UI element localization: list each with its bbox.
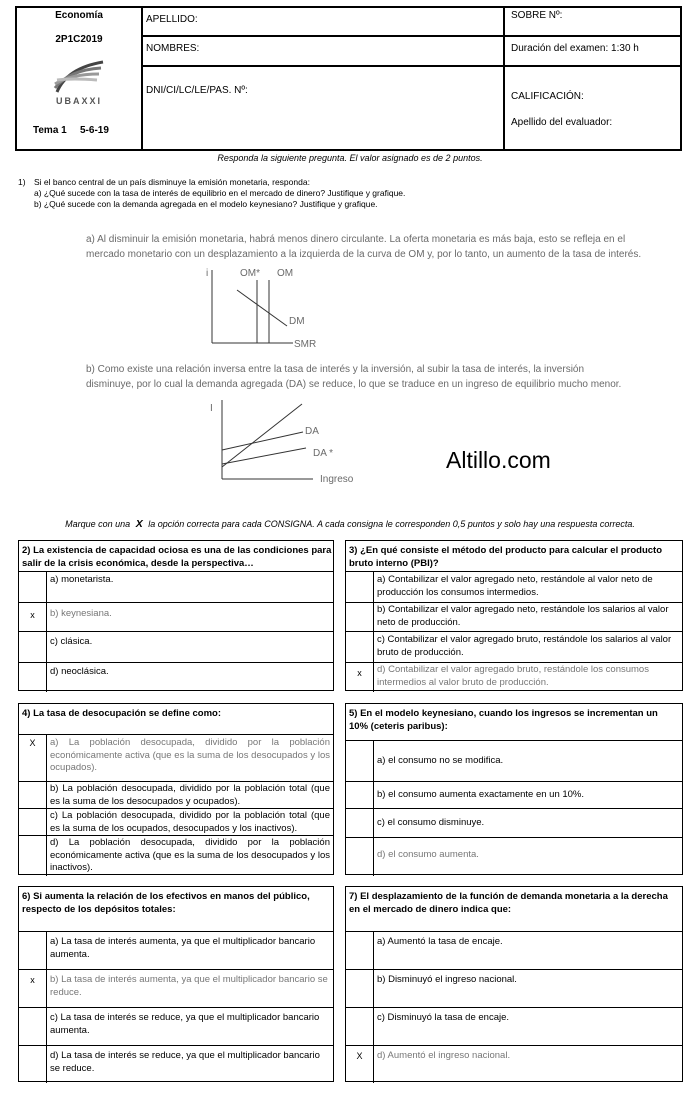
- q2-mark-b: x: [30, 610, 35, 620]
- instruction-2: [0, 518, 700, 530]
- q4-option-d[interactable]: [19, 835, 333, 874]
- graph1-om-label: OM: [277, 268, 294, 279]
- q4-option-c[interactable]: [19, 808, 333, 835]
- dni-field[interactable]: DNI/CI/LC/LE/PAS. Nº:: [146, 85, 248, 96]
- q7-title: 7) El desplazamiento de la función de demanda monetaria a la derecha en el mercado de dinero indica que:: [349, 891, 668, 915]
- q4-option-a-text: a) La población desocupada, dividido por la población económicamente activa (que es la suma de los desocupados y los ocupados).: [50, 737, 330, 773]
- q4-option-b[interactable]: [19, 781, 333, 808]
- logo-text: UBAXXI: [55, 96, 102, 106]
- graph1-y-label: i: [206, 268, 209, 279]
- exam-date: 5-6-19: [80, 125, 109, 136]
- q3-option-b-text: b) Contabilizar el valor agregado neto, restándole los salarios al valor neto de producción.: [377, 604, 669, 628]
- instruction-2-post: la opción correcta para cada CONSIGNA. A cada consigna le corresponden 0,5 puntos y solo hay una respuesta correcta.: [148, 519, 635, 529]
- q3-table: [345, 540, 683, 691]
- graph1-om-star-label: OM*: [240, 268, 260, 279]
- q5-option-d[interactable]: [346, 837, 682, 874]
- q1-text: Si el banco central de un país disminuye la emisión monetaria, responda:: [34, 177, 310, 187]
- q5-table: [345, 703, 683, 875]
- q2-option-b[interactable]: [19, 602, 333, 631]
- q5-option-c[interactable]: [346, 808, 682, 837]
- header-left-cell: [17, 8, 143, 149]
- q1-part-a: a) ¿Qué sucede con la tasa de interés de equilibrio en el mercado de dinero? Justifique y grafique.: [34, 188, 406, 198]
- instruction-1: Responda la siguiente pregunta. El valor asignado es de 2 puntos.: [217, 153, 483, 163]
- graph1-x-label: SMR: [294, 339, 317, 350]
- evaluador-field[interactable]: Apellido del evaluador:: [511, 117, 613, 128]
- course-code: 2P1C2019: [55, 34, 103, 45]
- q4-title: 4) La tasa de desocupación se define como:: [22, 708, 222, 719]
- q6-option-c-text: c) La tasa de interés se reduce, ya que el multiplicador bancario aumenta.: [50, 1012, 320, 1036]
- q7-option-a[interactable]: [346, 931, 682, 969]
- q3-option-a[interactable]: [346, 571, 682, 602]
- q5-option-a-text: a) el consumo no se modifica.: [377, 755, 504, 766]
- q7-option-b[interactable]: [346, 969, 682, 1007]
- q3-option-d[interactable]: [346, 662, 682, 690]
- calificacion-field[interactable]: CALIFICACIÓN:: [511, 91, 584, 102]
- q4-option-c-text: c) La población desocupada, dividido por la población total (que es la suma de los ocupados, desocupados y los inactivos).: [50, 810, 330, 834]
- q7-option-c-text: c) Disminuyó la tasa de encaje.: [377, 1012, 510, 1023]
- q6-option-d[interactable]: [19, 1045, 333, 1081]
- graph2-da-star-label: DA *: [313, 448, 334, 459]
- q4-table: [18, 703, 334, 875]
- q5-option-c-text: c) el consumo disminuye.: [377, 817, 485, 828]
- q5-option-b-text: b) el consumo aumenta exactamente en un 10%.: [377, 789, 585, 800]
- q7-table: [345, 886, 683, 1082]
- graph2-x-label: Ingreso: [320, 474, 354, 485]
- q7-option-a-text: a) Aumentó la tasa de encaje.: [377, 936, 503, 947]
- answer-b-line1: b) Como existe una relación inversa entre la tasa de interés y la inversión, al subir la tasa de interés, la inversión: [86, 364, 585, 375]
- exam-header: [15, 6, 682, 151]
- q3-option-c-text: c) Contabilizar el valor agregado bruto, restándole los salarios al valor bruto de producción.: [377, 634, 672, 658]
- q2-option-c-text: c) clásica.: [50, 636, 93, 647]
- q7-option-d[interactable]: [346, 1045, 682, 1081]
- answer-a-line2: mercado monetario con un desplazamiento a la izquierda de la curva de OM y, por lo tanto, un aumento de la tasa de interés.: [86, 249, 642, 260]
- q7-option-c[interactable]: [346, 1007, 682, 1045]
- duration: Duración del examen: 1:30 h: [511, 43, 639, 54]
- q3-mark-d: x: [357, 668, 362, 678]
- q2-option-d[interactable]: [19, 662, 333, 690]
- q3-option-a-text: a) Contabilizar el valor agregado neto, restándole al valor neto de producción los consumos intermedios.: [377, 574, 653, 598]
- q2-option-a-text: a) monetarista.: [50, 574, 114, 585]
- q4-mark-a: X: [29, 738, 36, 748]
- q6-title: 6) Si aumenta la relación de los efectivos en manos del público, respecto de los depósitos totales:: [22, 891, 310, 915]
- q6-table: [18, 886, 334, 1082]
- apellido-field[interactable]: APELLIDO:: [146, 14, 198, 25]
- q7-option-d-text: d) Aumentó el ingreso nacional.: [377, 1050, 511, 1061]
- q2-option-a[interactable]: [19, 571, 333, 602]
- q2-option-c[interactable]: [19, 631, 333, 662]
- q6-option-b[interactable]: [19, 969, 333, 1007]
- subject: Economía: [55, 10, 103, 21]
- ubaxxi-logo: [47, 58, 107, 94]
- q7-option-b-text: b) Disminuyó el ingreso nacional.: [377, 974, 517, 985]
- q3-option-c[interactable]: [346, 631, 682, 662]
- instruction-2-pre: Marque con una: [65, 519, 131, 529]
- q3-option-b[interactable]: [346, 602, 682, 631]
- q3-option-d-text: d) Contabilizar el valor agregado bruto, restándole los consumos intermedios al valor bruto de producción.: [377, 664, 649, 688]
- q2-table: [18, 540, 334, 691]
- q6-mark-b: x: [30, 975, 35, 985]
- q6-option-c[interactable]: [19, 1007, 333, 1045]
- answer-a-line1: a) Al disminuir la emisión monetaria, habrá menos dinero circulante. La oferta monetaria es más baja, esto se refleja en el: [86, 234, 626, 245]
- q6-option-a-text: a) La tasa de interés aumenta, ya que el multiplicador bancario aumenta.: [50, 936, 316, 960]
- q2-option-b-text: b) keynesiana.: [50, 608, 112, 619]
- q6-option-a[interactable]: [19, 931, 333, 969]
- sobre-field[interactable]: SOBRE Nº:: [511, 10, 563, 21]
- watermark: Altillo.com: [446, 447, 551, 473]
- q6-option-b-text: b) La tasa de interés aumenta, ya que el multiplicador bancario se reduce.: [50, 974, 328, 998]
- q2-title: 2) La existencia de capacidad ociosa es una de las condiciones para salir de la crisis económica, desde la perspectiva…: [22, 545, 332, 569]
- instruction-2-x: X: [135, 518, 143, 530]
- q1-number: 1): [18, 177, 26, 187]
- q5-option-a[interactable]: [346, 740, 682, 781]
- q2-option-d-text: d) neoclásica.: [50, 666, 109, 677]
- q6-option-d-text: d) La tasa de interés se reduce, ya que el multiplicador bancario se reduce.: [50, 1050, 320, 1074]
- graph2-da-label: DA: [305, 426, 319, 437]
- aggregate-demand-graph: [205, 396, 335, 486]
- nombres-field[interactable]: NOMBRES:: [146, 43, 200, 54]
- q7-mark-d: X: [356, 1051, 363, 1061]
- graph2-y-label: I: [210, 403, 213, 414]
- q3-title: 3) ¿En qué consiste el método del producto para calcular el producto bruto interno (PBI)?: [349, 545, 663, 569]
- q5-option-b[interactable]: [346, 781, 682, 808]
- answer-b-line2: disminuye, por lo cual la demanda agregada (DA) se reduce, lo que se traduce en un ingreso de equilibrio mucho menor.: [86, 379, 622, 390]
- q4-option-d-text: d) La población desocupada, dividido por la población económicamente activa (que es la suma de los desocupados y los inactivos).: [50, 837, 330, 873]
- tema: Tema 1: [33, 125, 67, 136]
- q4-option-a[interactable]: [19, 734, 333, 781]
- q5-title: 5) En el modelo keynesiano, cuando los ingresos se incrementan un 10% (ceteris paribus):: [349, 708, 658, 732]
- q5-option-d-text: d) el consumo aumenta.: [377, 849, 479, 860]
- graph1-dm-label: DM: [289, 316, 305, 327]
- q1-part-b: b) ¿Qué sucede con la demanda agregada en el modelo keynesiano? Justifique y grafique.: [34, 199, 378, 209]
- q4-option-b-text: b) La población desocupada, dividido por la población total (que es la suma de los desocupados y ocupados).: [50, 783, 330, 807]
